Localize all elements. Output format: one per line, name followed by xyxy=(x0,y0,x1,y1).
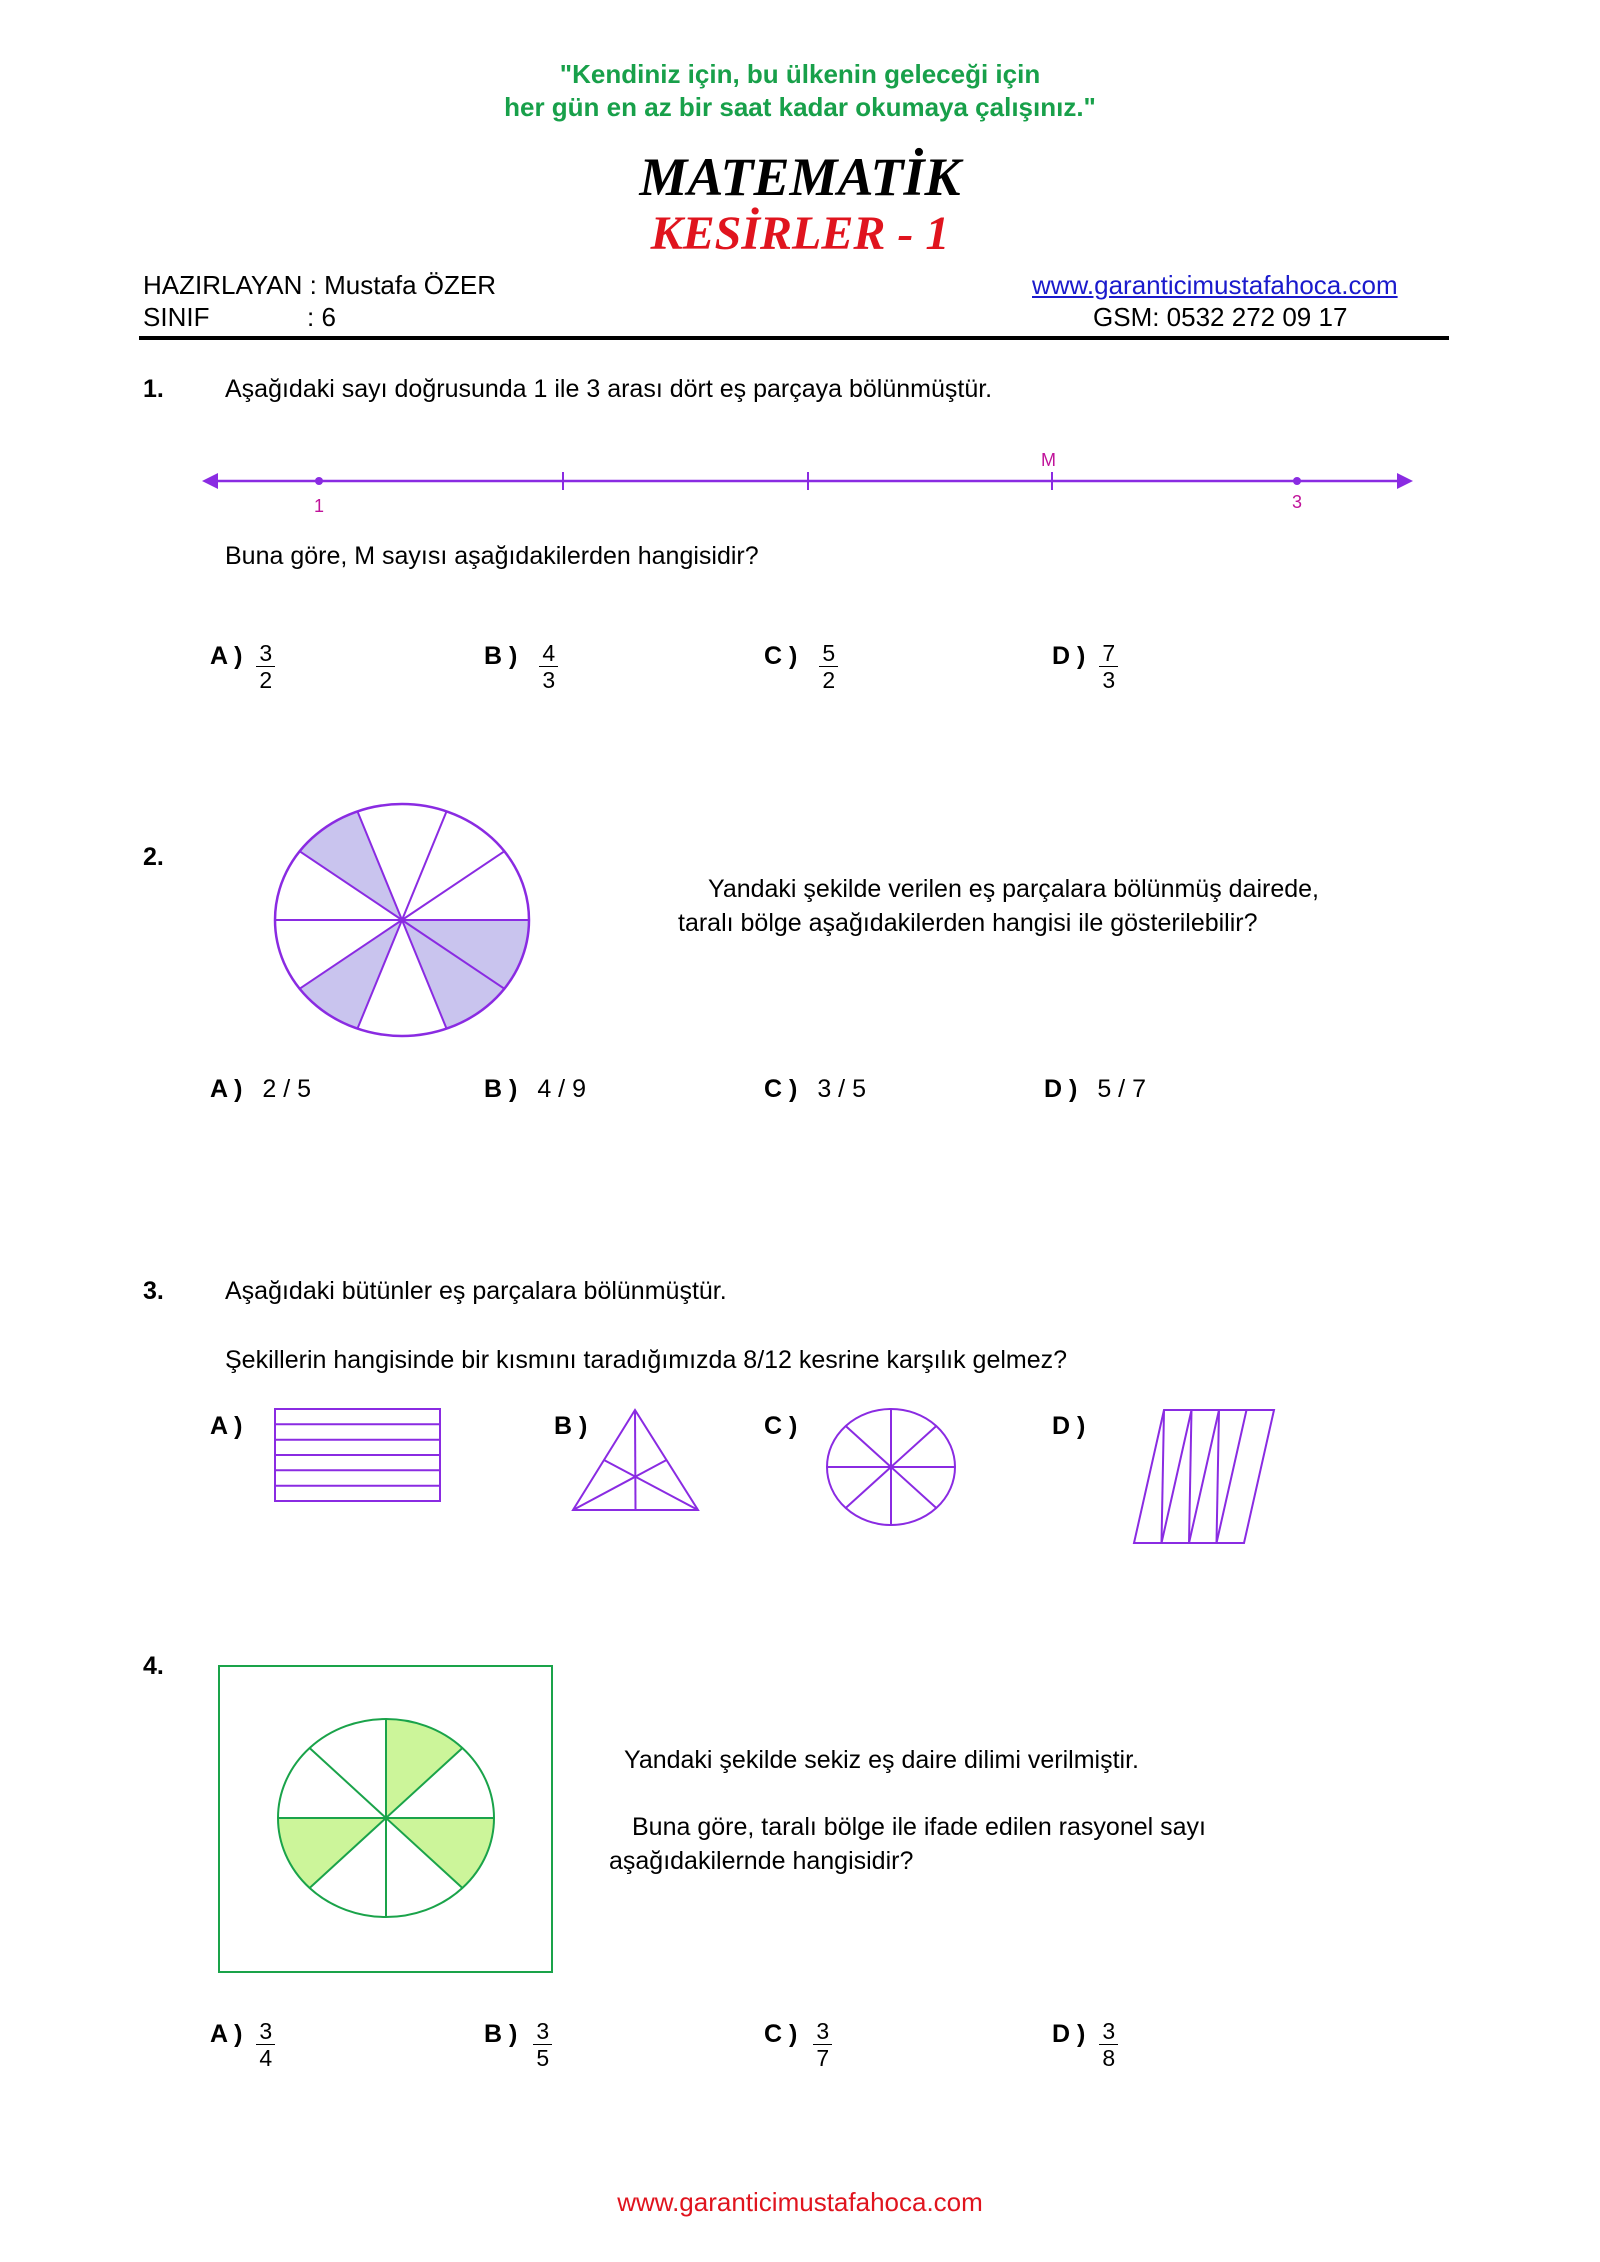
phone: GSM: 0532 272 09 17 xyxy=(1093,302,1348,332)
numerator: 3 xyxy=(256,2018,275,2045)
fraction xyxy=(256,2018,275,2071)
line-label-m: M xyxy=(1041,450,1056,470)
q4-text-line-3: aşağıdakilernde hangisidir? xyxy=(609,1847,914,1875)
option-label: B ) xyxy=(484,642,518,670)
author: HAZIRLAYAN : Mustafa ÖZER xyxy=(143,270,497,300)
numerator: 4 xyxy=(539,640,558,667)
fraction xyxy=(1099,2018,1118,2071)
denominator: 5 xyxy=(536,2045,550,2071)
numerator: 3 xyxy=(533,2018,552,2045)
q3-question: Şekillerin hangisinde bir kısmını taradığımızda 8/12 kesrine karşılık gelmez? xyxy=(225,1346,1068,1374)
q3-option-a-label[interactable]: A ) xyxy=(210,1412,243,1440)
option-label: C ) xyxy=(764,642,798,670)
footer-website[interactable]: www.garanticimustafahoca.com xyxy=(617,2187,983,2217)
numerator: 7 xyxy=(1099,640,1118,667)
line-label-3: 3 xyxy=(1292,492,1303,512)
q1-question: Buna göre, M sayısı aşağıdakilerden hangisidir? xyxy=(225,542,759,570)
grade-value: : 6 xyxy=(307,302,336,332)
q3-number: 3. xyxy=(143,1277,164,1305)
shaded-sector xyxy=(278,1818,386,1888)
option-label: C ) xyxy=(764,2020,798,2048)
q1-number: 1. xyxy=(143,375,164,403)
q1-text: Aşağıdaki sayı doğrusunda 1 ile 3 arası dört eş parçaya bölünmüştür. xyxy=(225,375,993,403)
option-label: A ) xyxy=(210,1075,243,1103)
grade-label: SINIF xyxy=(143,302,210,332)
numerator: 3 xyxy=(813,2018,832,2045)
option-value: 2 / 5 xyxy=(262,1075,312,1103)
q4-option-b[interactable] xyxy=(484,2018,552,2071)
q3-option-b-label[interactable]: B ) xyxy=(554,1412,588,1440)
numerator: 5 xyxy=(819,640,838,667)
shaded-sector xyxy=(386,1818,494,1888)
fraction xyxy=(813,2018,832,2071)
option-value: 4 / 9 xyxy=(537,1075,586,1103)
q3-option-c-label[interactable]: C ) xyxy=(764,1412,798,1440)
header-website-link[interactable]: www.garanticimustafahoca.com xyxy=(1032,270,1398,300)
q4-option-c[interactable] xyxy=(764,2018,832,2071)
sector-dividers xyxy=(278,1719,494,1917)
option-label: D ) xyxy=(1052,642,1086,670)
q4-option-d[interactable] xyxy=(1052,2018,1118,2071)
q2-text-line-2: taralı bölge aşağıdakilerden hangisi ile gösterilebilir? xyxy=(678,909,1258,937)
q2-number: 2. xyxy=(143,843,164,871)
page-subtitle: KESİRLER - 1 xyxy=(650,207,950,260)
denominator: 8 xyxy=(1102,2045,1116,2071)
denominator: 2 xyxy=(259,667,273,693)
quote-line-1: "Kendiniz için, bu ülkenin geleceği için xyxy=(559,59,1041,89)
option-label: B ) xyxy=(484,2020,518,2048)
page-title: MATEMATİK xyxy=(639,147,961,207)
q3-text: Aşağıdaki bütünler eş parçalara bölünmüştür. xyxy=(225,1277,727,1305)
option-label: B ) xyxy=(484,1075,518,1103)
shaded-sector xyxy=(386,1719,462,1818)
q3-option-d-label[interactable]: D ) xyxy=(1052,1412,1086,1440)
q2-text-line-1: Yandaki şekilde verilen eş parçalara bölünmüş dairede, xyxy=(708,875,1319,903)
line-label-1: 1 xyxy=(314,496,325,516)
q4-text-line-2: Buna göre, taralı bölge ile ifade edilen rasyonel sayı xyxy=(632,1813,1206,1841)
option-label: D ) xyxy=(1044,1075,1078,1103)
option-label: A ) xyxy=(210,642,243,670)
denominator: 3 xyxy=(1102,667,1116,693)
denominator: 7 xyxy=(816,2045,830,2071)
option-label: A ) xyxy=(210,2020,243,2048)
numerator: 3 xyxy=(256,640,275,667)
option-label: C ) xyxy=(764,1075,798,1103)
denominator: 2 xyxy=(822,667,836,693)
option-value: 5 / 7 xyxy=(1097,1075,1146,1103)
q4-option-a[interactable] xyxy=(210,2018,275,2071)
numerator: 3 xyxy=(1099,2018,1118,2045)
option-value: 3 / 5 xyxy=(817,1075,866,1103)
denominator: 4 xyxy=(259,2045,273,2071)
q4-text-line-1: Yandaki şekilde sekiz eş daire dilimi verilmiştir. xyxy=(624,1746,1139,1774)
q4-number: 4. xyxy=(143,1652,164,1680)
quote-line-2: her gün en az bir saat kadar okumaya çalışınız." xyxy=(504,92,1096,122)
option-label: D ) xyxy=(1052,2020,1086,2048)
denominator: 3 xyxy=(542,667,556,693)
fraction xyxy=(533,2018,552,2071)
